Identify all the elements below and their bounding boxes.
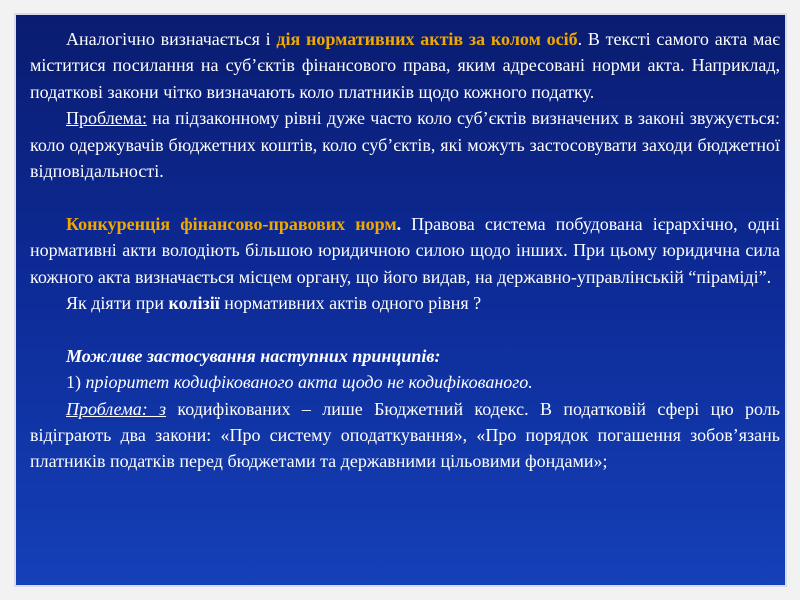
text-run: Аналогічно визначається і: [66, 29, 277, 49]
italic-principle: пріоритет кодифікованого акта щодо не кодифікованого.: [85, 372, 533, 393]
text-run: Як діяти при: [66, 293, 169, 314]
slide-text: [30, 26, 780, 475]
bold-collision: колізії: [168, 293, 220, 314]
slide: [14, 13, 787, 587]
text-run: Правова система побудована ієрархічно, одні нормативні акти володіють більшою юридичною силою щодо інших. При цьому юридична сила кожного акта визначається місцем органу, що його видав, на державно-управлінській “піраміді”.: [30, 213, 780, 287]
text-run: . В тексті самого акта має міститися посилання на суб’єктів фінансового права, яким адресовані норми акта. Наприклад, податкові закони чітко визначають коло платників щодо кожного податку.: [30, 29, 781, 102]
text-run: .: [396, 213, 402, 234]
text-run: кодифікованих – лише Бюджетний кодекс. В податковій сфері цю роль відіграють два закони: «Про систему оподаткування», «Про порядок погашення зобов’язань платників податків перед бюджетами та державними цільовими фондами»;: [30, 398, 780, 472]
blank-line: [30, 184, 780, 210]
text-run: на підзаконному рівні дуже часто коло суб’єктів визначених в законі звужується: коло одержувачів бюджетних коштів, коло суб’єктів, які можуть застосовувати заходи бюджетної відповідальності.: [30, 108, 780, 182]
list-number: 1): [66, 372, 86, 393]
paragraph-collision-question: [30, 290, 780, 316]
highlight-persons-scope: дія нормативних актів за колом осіб: [276, 29, 578, 49]
paragraph-problem-2: [30, 396, 780, 475]
paragraph-problem-1: [30, 105, 780, 184]
text-run: нормативних актів одного рівня ?: [219, 293, 482, 314]
problem-label: Проблема: з: [66, 398, 167, 419]
paragraph-principles-heading: Можливе застосування наступних принципів:: [66, 345, 441, 366]
problem-label: Проблема:: [66, 108, 147, 129]
paragraph-principle-1: [30, 369, 780, 395]
highlight-competition-term: Конкуренція фінансово-правових норм: [66, 213, 397, 234]
paragraph-persons-scope: [30, 26, 780, 105]
blank-line: [30, 316, 780, 342]
paragraph-competition: [30, 211, 780, 290]
